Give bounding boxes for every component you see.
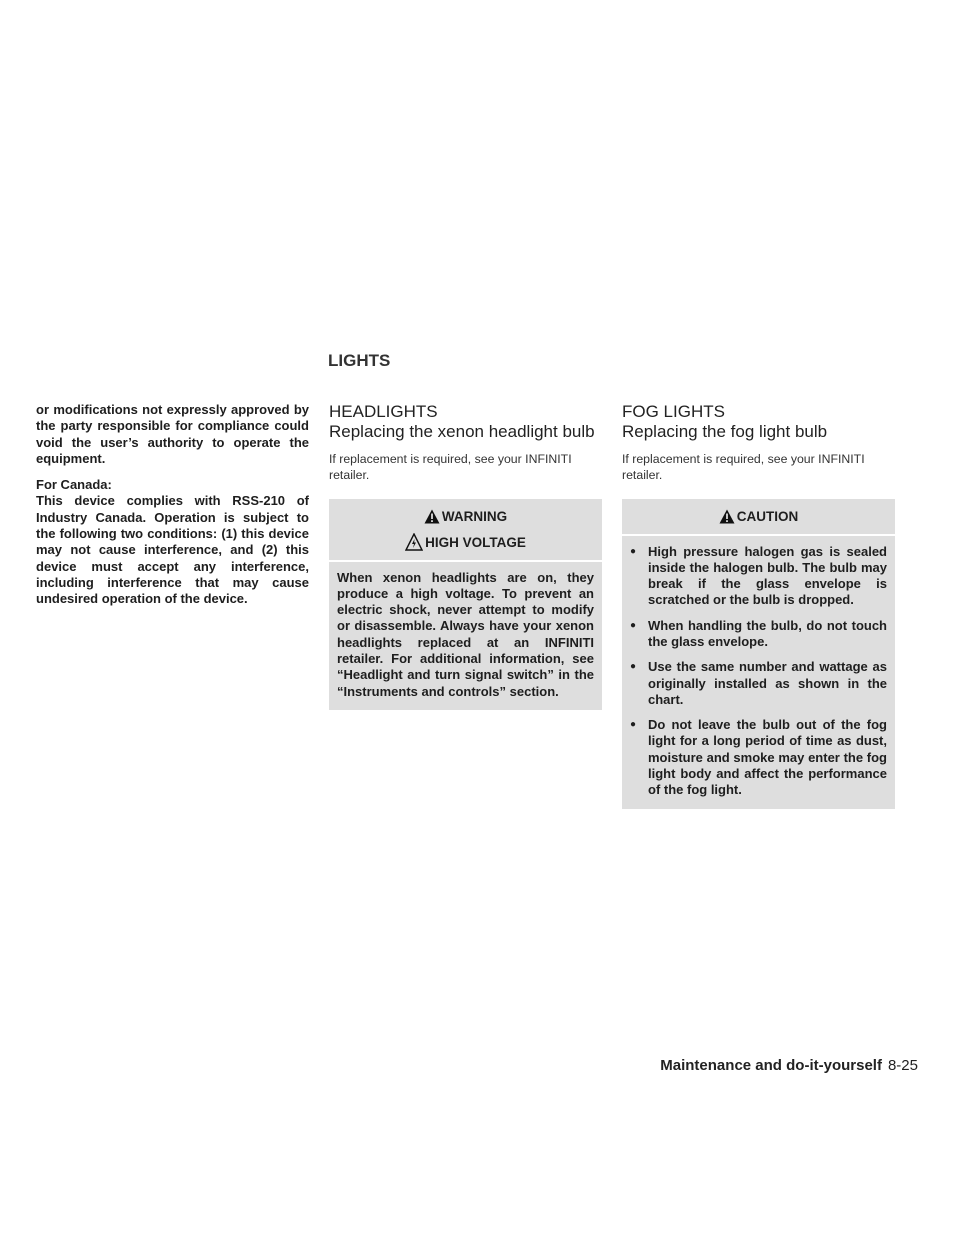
foglights-heading: FOG LIGHTS — [622, 402, 725, 421]
warning-header — [329, 504, 602, 528]
headlights-heading: HEADLIGHTS — [329, 402, 438, 421]
caution-list — [622, 544, 895, 799]
page-footer — [660, 1057, 918, 1074]
caution-icon — [719, 509, 735, 524]
page-number: 8-25 — [887, 1057, 918, 1074]
column-foglights — [622, 402, 895, 809]
warning-divider — [329, 560, 602, 562]
high-voltage-label: HIGH VOLTAGE — [425, 534, 526, 550]
caution-label: CAUTION — [736, 508, 799, 524]
canada-notice — [36, 477, 309, 607]
high-voltage-header — [329, 530, 602, 554]
canada-text: This device complies with RSS-210 of Industry Canada. Operation is subject to the following two conditions: (1) this device may not cause interference, and (2) this device must accept any interference, including interference that may cause undesired operation of the device. — [36, 493, 309, 607]
caution-header — [622, 504, 895, 528]
warning-box — [329, 499, 602, 710]
column-headlights — [329, 402, 602, 710]
warning-text: When xenon headlights are on, they produce a high voltage. To prevent an electric shock, never attempt to modify or disassemble. Always have your xenon headlights replaced at an INFINITI retailer. For additional information, see “Headlight and turn signal switch” in the “Instruments and controls” section. — [337, 569, 594, 699]
high-voltage-icon — [405, 533, 423, 551]
list-item: ● Use the same number and wattage as originally installed as shown in the chart. — [630, 659, 887, 708]
headlights-intro: If replacement is required, see your INFINITI retailer. — [329, 452, 572, 482]
canada-label: For Canada: — [36, 477, 112, 493]
column-left — [36, 402, 309, 608]
caution-divider — [622, 534, 895, 536]
section-title: LIGHTS — [328, 351, 391, 370]
fcc-continuation-text: or modifications not expressly approved by the party responsible for compliance could void the user’s authority to operate the equipment. — [36, 402, 309, 466]
caution-box — [622, 499, 895, 809]
warning-icon — [424, 509, 440, 524]
list-item: ● High pressure halogen gas is sealed inside the halogen bulb. The bulb may break if the glass envelope is scratched or the bulb is dropped. — [630, 544, 887, 609]
foglights-subheading: Replacing the fog light bulb — [622, 422, 828, 441]
warning-label: WARNING — [441, 508, 508, 524]
list-item: ● Do not leave the bulb out of the fog light for a long period of time as dust, moisture and smoke may enter the fog light body and affect the performance of the fog light. — [630, 717, 887, 798]
footer-chapter: Maintenance and do-it-yourself — [660, 1057, 882, 1074]
headlights-subheading: Replacing the xenon headlight bulb — [329, 422, 595, 441]
list-item: ● When handling the bulb, do not touch the glass envelope. — [630, 618, 887, 651]
foglights-intro: If replacement is required, see your INFINITI retailer. — [622, 452, 865, 482]
